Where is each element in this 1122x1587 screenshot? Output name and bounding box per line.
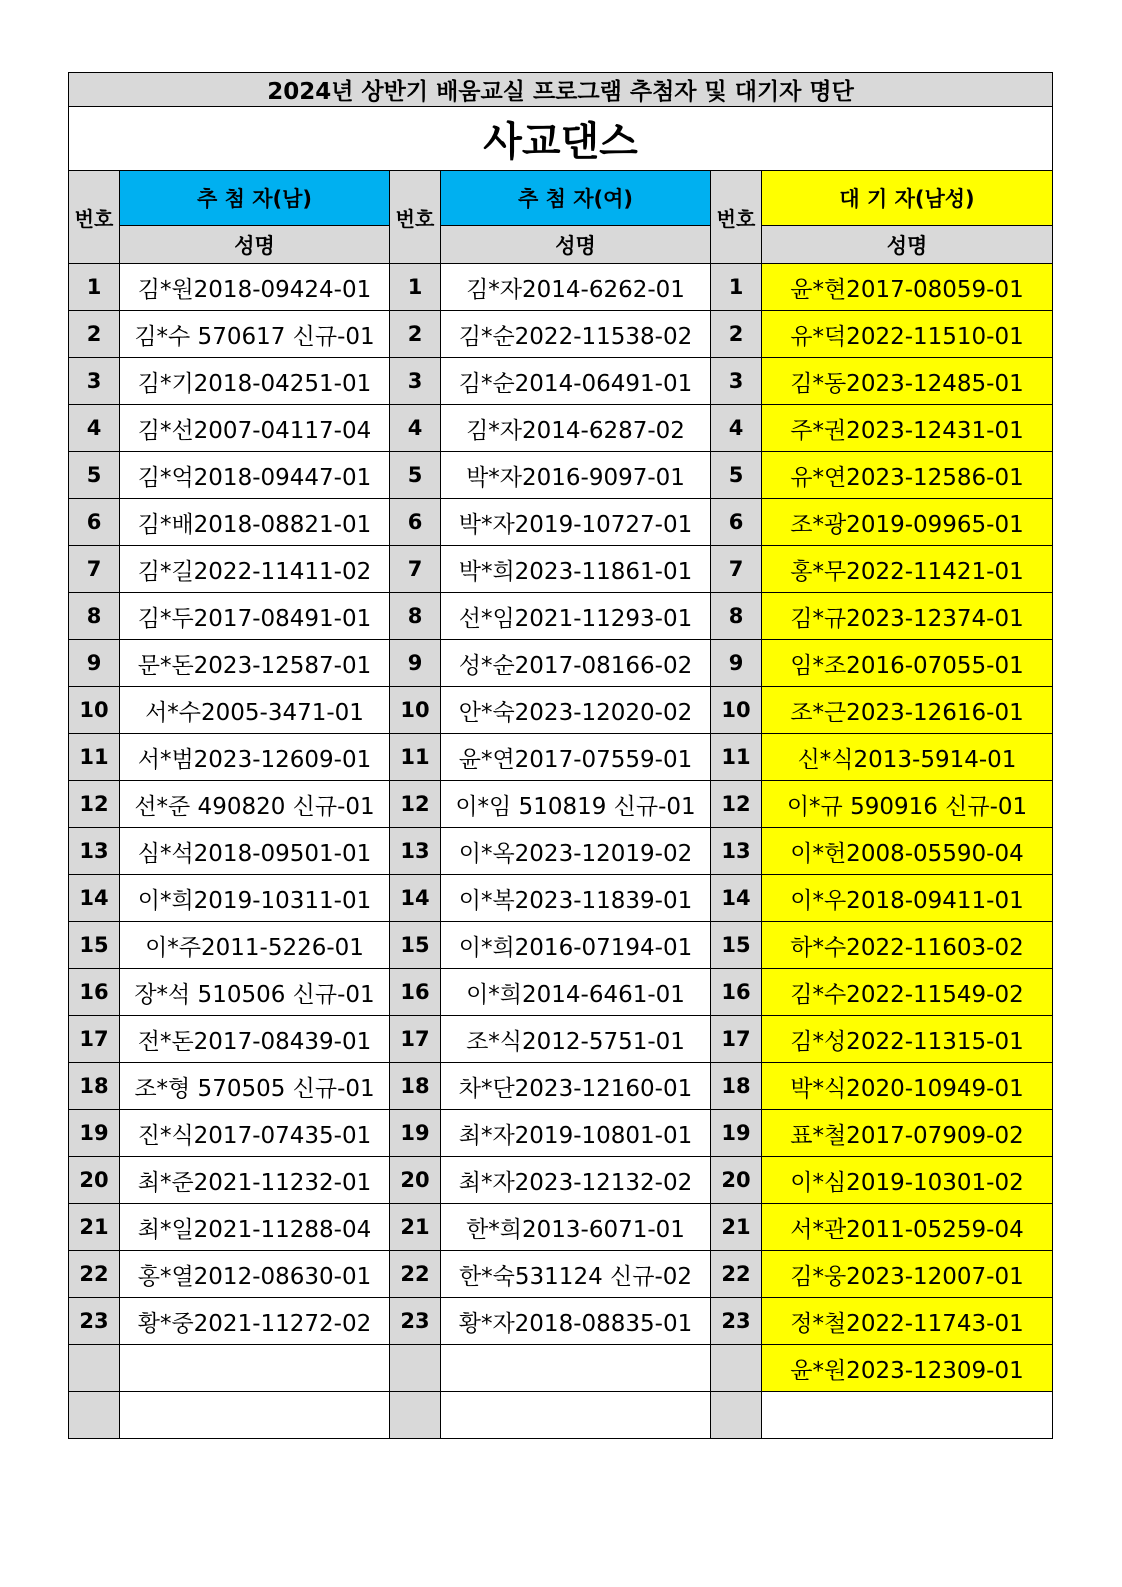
number-waitlist: 16 <box>711 969 762 1016</box>
name-women: 윤*연2017-07559-01 <box>441 734 711 781</box>
number-waitlist: 17 <box>711 1016 762 1063</box>
number-waitlist: 2 <box>711 311 762 358</box>
table-row <box>69 1251 1053 1298</box>
number-men: 4 <box>69 405 120 452</box>
name-women: 박*자2019-10727-01 <box>441 499 711 546</box>
table-row <box>69 734 1053 781</box>
name-header-waitlist: 성명 <box>762 226 1053 264</box>
name-waitlist: 하*수2022-11603-02 <box>762 922 1053 969</box>
table-row <box>69 546 1053 593</box>
number-men: 14 <box>69 875 120 922</box>
name-men: 전*돈2017-08439-01 <box>120 1016 390 1063</box>
name-header-men: 성명 <box>120 226 390 264</box>
name-women: 한*희2013-6071-01 <box>441 1204 711 1251</box>
name-women: 차*단2023-12160-01 <box>441 1063 711 1110</box>
table-row <box>69 499 1053 546</box>
number-women: 20 <box>390 1157 441 1204</box>
name-women: 최*자2019-10801-01 <box>441 1110 711 1157</box>
number-waitlist: 19 <box>711 1110 762 1157</box>
number-men: 22 <box>69 1251 120 1298</box>
number-men: 23 <box>69 1298 120 1345</box>
name-waitlist: 박*식2020-10949-01 <box>762 1063 1053 1110</box>
roster-table <box>68 72 1053 1439</box>
number-women: 15 <box>390 922 441 969</box>
number-waitlist: 7 <box>711 546 762 593</box>
name-waitlist: 김*웅2023-12007-01 <box>762 1251 1053 1298</box>
name-women: 조*식2012-5751-01 <box>441 1016 711 1063</box>
group-header-waitlist: 대 기 자(남성) <box>762 171 1053 226</box>
program-name: 사교댄스 <box>69 107 1053 171</box>
number-waitlist: 18 <box>711 1063 762 1110</box>
number-men: 2 <box>69 311 120 358</box>
name-men: 김*두2017-08491-01 <box>120 593 390 640</box>
name-women: 박*희2023-11861-01 <box>441 546 711 593</box>
number-women: 14 <box>390 875 441 922</box>
number-waitlist: 6 <box>711 499 762 546</box>
number-men: 15 <box>69 922 120 969</box>
name-men: 이*주2011-5226-01 <box>120 922 390 969</box>
number-waitlist: 9 <box>711 640 762 687</box>
number-women: 7 <box>390 546 441 593</box>
number-women: 22 <box>390 1251 441 1298</box>
number-women: 6 <box>390 499 441 546</box>
name-waitlist: 김*수2022-11549-02 <box>762 969 1053 1016</box>
number-waitlist: 10 <box>711 687 762 734</box>
name-women: 최*자2023-12132-02 <box>441 1157 711 1204</box>
name-women: 이*옥2023-12019-02 <box>441 828 711 875</box>
name-waitlist: 서*관2011-05259-04 <box>762 1204 1053 1251</box>
number-waitlist: 4 <box>711 405 762 452</box>
name-women: 김*자2014-6287-02 <box>441 405 711 452</box>
number-women <box>390 1392 441 1439</box>
name-women: 김*순2022-11538-02 <box>441 311 711 358</box>
name-waitlist: 정*철2022-11743-01 <box>762 1298 1053 1345</box>
table-row <box>69 1204 1053 1251</box>
name-women: 성*순2017-08166-02 <box>441 640 711 687</box>
number-waitlist: 15 <box>711 922 762 969</box>
table-row <box>69 405 1053 452</box>
table-row <box>69 358 1053 405</box>
number-waitlist: 13 <box>711 828 762 875</box>
name-women: 안*숙2023-12020-02 <box>441 687 711 734</box>
table-row <box>69 969 1053 1016</box>
number-men: 13 <box>69 828 120 875</box>
table-row <box>69 1298 1053 1345</box>
number-men: 3 <box>69 358 120 405</box>
name-waitlist: 윤*원2023-12309-01 <box>762 1345 1053 1392</box>
number-women: 23 <box>390 1298 441 1345</box>
name-waitlist: 조*광2019-09965-01 <box>762 499 1053 546</box>
name-waitlist: 유*연2023-12586-01 <box>762 452 1053 499</box>
group-header-women: 추 첨 자(여) <box>441 171 711 226</box>
number-men: 8 <box>69 593 120 640</box>
name-waitlist: 표*철2017-07909-02 <box>762 1110 1053 1157</box>
name-men: 김*길2022-11411-02 <box>120 546 390 593</box>
name-men <box>120 1392 390 1439</box>
number-men: 19 <box>69 1110 120 1157</box>
name-waitlist: 윤*현2017-08059-01 <box>762 264 1053 311</box>
roster-sheet <box>68 72 1052 1439</box>
number-women: 8 <box>390 593 441 640</box>
number-waitlist <box>711 1345 762 1392</box>
number-waitlist: 12 <box>711 781 762 828</box>
table-row <box>69 264 1053 311</box>
name-men: 조*형 570505 신규-01 <box>120 1063 390 1110</box>
table-row <box>69 687 1053 734</box>
name-waitlist: 이*규 590916 신규-01 <box>762 781 1053 828</box>
name-women: 이*임 510819 신규-01 <box>441 781 711 828</box>
table-row <box>69 593 1053 640</box>
table-row <box>69 1345 1053 1392</box>
name-women <box>441 1345 711 1392</box>
name-men: 김*기2018-04251-01 <box>120 358 390 405</box>
name-waitlist: 임*조2016-07055-01 <box>762 640 1053 687</box>
name-men: 장*석 510506 신규-01 <box>120 969 390 1016</box>
number-women: 2 <box>390 311 441 358</box>
number-header-waitlist: 번호 <box>711 171 762 264</box>
number-men: 6 <box>69 499 120 546</box>
number-men: 1 <box>69 264 120 311</box>
number-women: 4 <box>390 405 441 452</box>
table-row <box>69 640 1053 687</box>
name-women: 김*순2014-06491-01 <box>441 358 711 405</box>
number-men: 12 <box>69 781 120 828</box>
name-men: 심*석2018-09501-01 <box>120 828 390 875</box>
name-waitlist: 이*우2018-09411-01 <box>762 875 1053 922</box>
name-header-women: 성명 <box>441 226 711 264</box>
table-row <box>69 452 1053 499</box>
number-women: 5 <box>390 452 441 499</box>
number-men: 10 <box>69 687 120 734</box>
name-waitlist: 조*근2023-12616-01 <box>762 687 1053 734</box>
number-waitlist: 14 <box>711 875 762 922</box>
table-row <box>69 1392 1053 1439</box>
name-waitlist: 이*심2019-10301-02 <box>762 1157 1053 1204</box>
name-waitlist: 홍*무2022-11421-01 <box>762 546 1053 593</box>
number-men: 17 <box>69 1016 120 1063</box>
name-men: 황*중2021-11272-02 <box>120 1298 390 1345</box>
number-women: 17 <box>390 1016 441 1063</box>
number-waitlist: 3 <box>711 358 762 405</box>
number-men <box>69 1392 120 1439</box>
number-women: 19 <box>390 1110 441 1157</box>
name-women: 황*자2018-08835-01 <box>441 1298 711 1345</box>
number-women: 13 <box>390 828 441 875</box>
name-waitlist: 김*규2023-12374-01 <box>762 593 1053 640</box>
number-waitlist: 22 <box>711 1251 762 1298</box>
name-waitlist: 이*헌2008-05590-04 <box>762 828 1053 875</box>
name-men: 최*일2021-11288-04 <box>120 1204 390 1251</box>
name-men: 서*수2005-3471-01 <box>120 687 390 734</box>
number-women: 1 <box>390 264 441 311</box>
number-waitlist: 8 <box>711 593 762 640</box>
number-header-men: 번호 <box>69 171 120 264</box>
name-men: 김*배2018-08821-01 <box>120 499 390 546</box>
name-waitlist <box>762 1392 1053 1439</box>
table-row <box>69 781 1053 828</box>
number-women: 3 <box>390 358 441 405</box>
number-men: 7 <box>69 546 120 593</box>
name-women <box>441 1392 711 1439</box>
table-row <box>69 311 1053 358</box>
name-women: 박*자2016-9097-01 <box>441 452 711 499</box>
table-row <box>69 1063 1053 1110</box>
number-women: 21 <box>390 1204 441 1251</box>
document-title: 2024년 상반기 배움교실 프로그램 추첨자 및 대기자 명단 <box>69 73 1053 107</box>
number-waitlist: 11 <box>711 734 762 781</box>
number-waitlist <box>711 1392 762 1439</box>
number-men: 16 <box>69 969 120 1016</box>
name-men: 김*원2018-09424-01 <box>120 264 390 311</box>
number-header-women: 번호 <box>390 171 441 264</box>
name-men: 이*희2019-10311-01 <box>120 875 390 922</box>
table-row <box>69 875 1053 922</box>
number-men: 20 <box>69 1157 120 1204</box>
name-waitlist: 김*성2022-11315-01 <box>762 1016 1053 1063</box>
number-men: 21 <box>69 1204 120 1251</box>
name-waitlist: 유*덕2022-11510-01 <box>762 311 1053 358</box>
name-waitlist: 신*식2013-5914-01 <box>762 734 1053 781</box>
number-women: 10 <box>390 687 441 734</box>
number-men <box>69 1345 120 1392</box>
name-women: 이*복2023-11839-01 <box>441 875 711 922</box>
name-women: 이*희2016-07194-01 <box>441 922 711 969</box>
name-men: 김*수 570617 신규-01 <box>120 311 390 358</box>
table-row <box>69 1157 1053 1204</box>
name-men: 김*억2018-09447-01 <box>120 452 390 499</box>
number-waitlist: 23 <box>711 1298 762 1345</box>
number-men: 5 <box>69 452 120 499</box>
number-men: 18 <box>69 1063 120 1110</box>
table-row <box>69 922 1053 969</box>
name-women: 이*희2014-6461-01 <box>441 969 711 1016</box>
number-women: 11 <box>390 734 441 781</box>
name-men: 최*준2021-11232-01 <box>120 1157 390 1204</box>
name-waitlist: 주*권2023-12431-01 <box>762 405 1053 452</box>
name-men: 김*선2007-04117-04 <box>120 405 390 452</box>
table-row <box>69 1110 1053 1157</box>
number-waitlist: 5 <box>711 452 762 499</box>
name-men: 선*준 490820 신규-01 <box>120 781 390 828</box>
number-women: 16 <box>390 969 441 1016</box>
name-waitlist: 김*동2023-12485-01 <box>762 358 1053 405</box>
name-women: 김*자2014-6262-01 <box>441 264 711 311</box>
number-men: 9 <box>69 640 120 687</box>
number-women: 12 <box>390 781 441 828</box>
table-row <box>69 1016 1053 1063</box>
number-women <box>390 1345 441 1392</box>
number-waitlist: 21 <box>711 1204 762 1251</box>
name-women: 한*숙531124 신규-02 <box>441 1251 711 1298</box>
name-men: 서*범2023-12609-01 <box>120 734 390 781</box>
number-women: 9 <box>390 640 441 687</box>
name-men: 홍*열2012-08630-01 <box>120 1251 390 1298</box>
number-women: 18 <box>390 1063 441 1110</box>
name-men: 진*식2017-07435-01 <box>120 1110 390 1157</box>
name-men <box>120 1345 390 1392</box>
name-women: 선*임2021-11293-01 <box>441 593 711 640</box>
name-men: 문*돈2023-12587-01 <box>120 640 390 687</box>
table-row <box>69 828 1053 875</box>
number-waitlist: 1 <box>711 264 762 311</box>
group-header-men: 추 첨 자(남) <box>120 171 390 226</box>
number-men: 11 <box>69 734 120 781</box>
number-waitlist: 20 <box>711 1157 762 1204</box>
